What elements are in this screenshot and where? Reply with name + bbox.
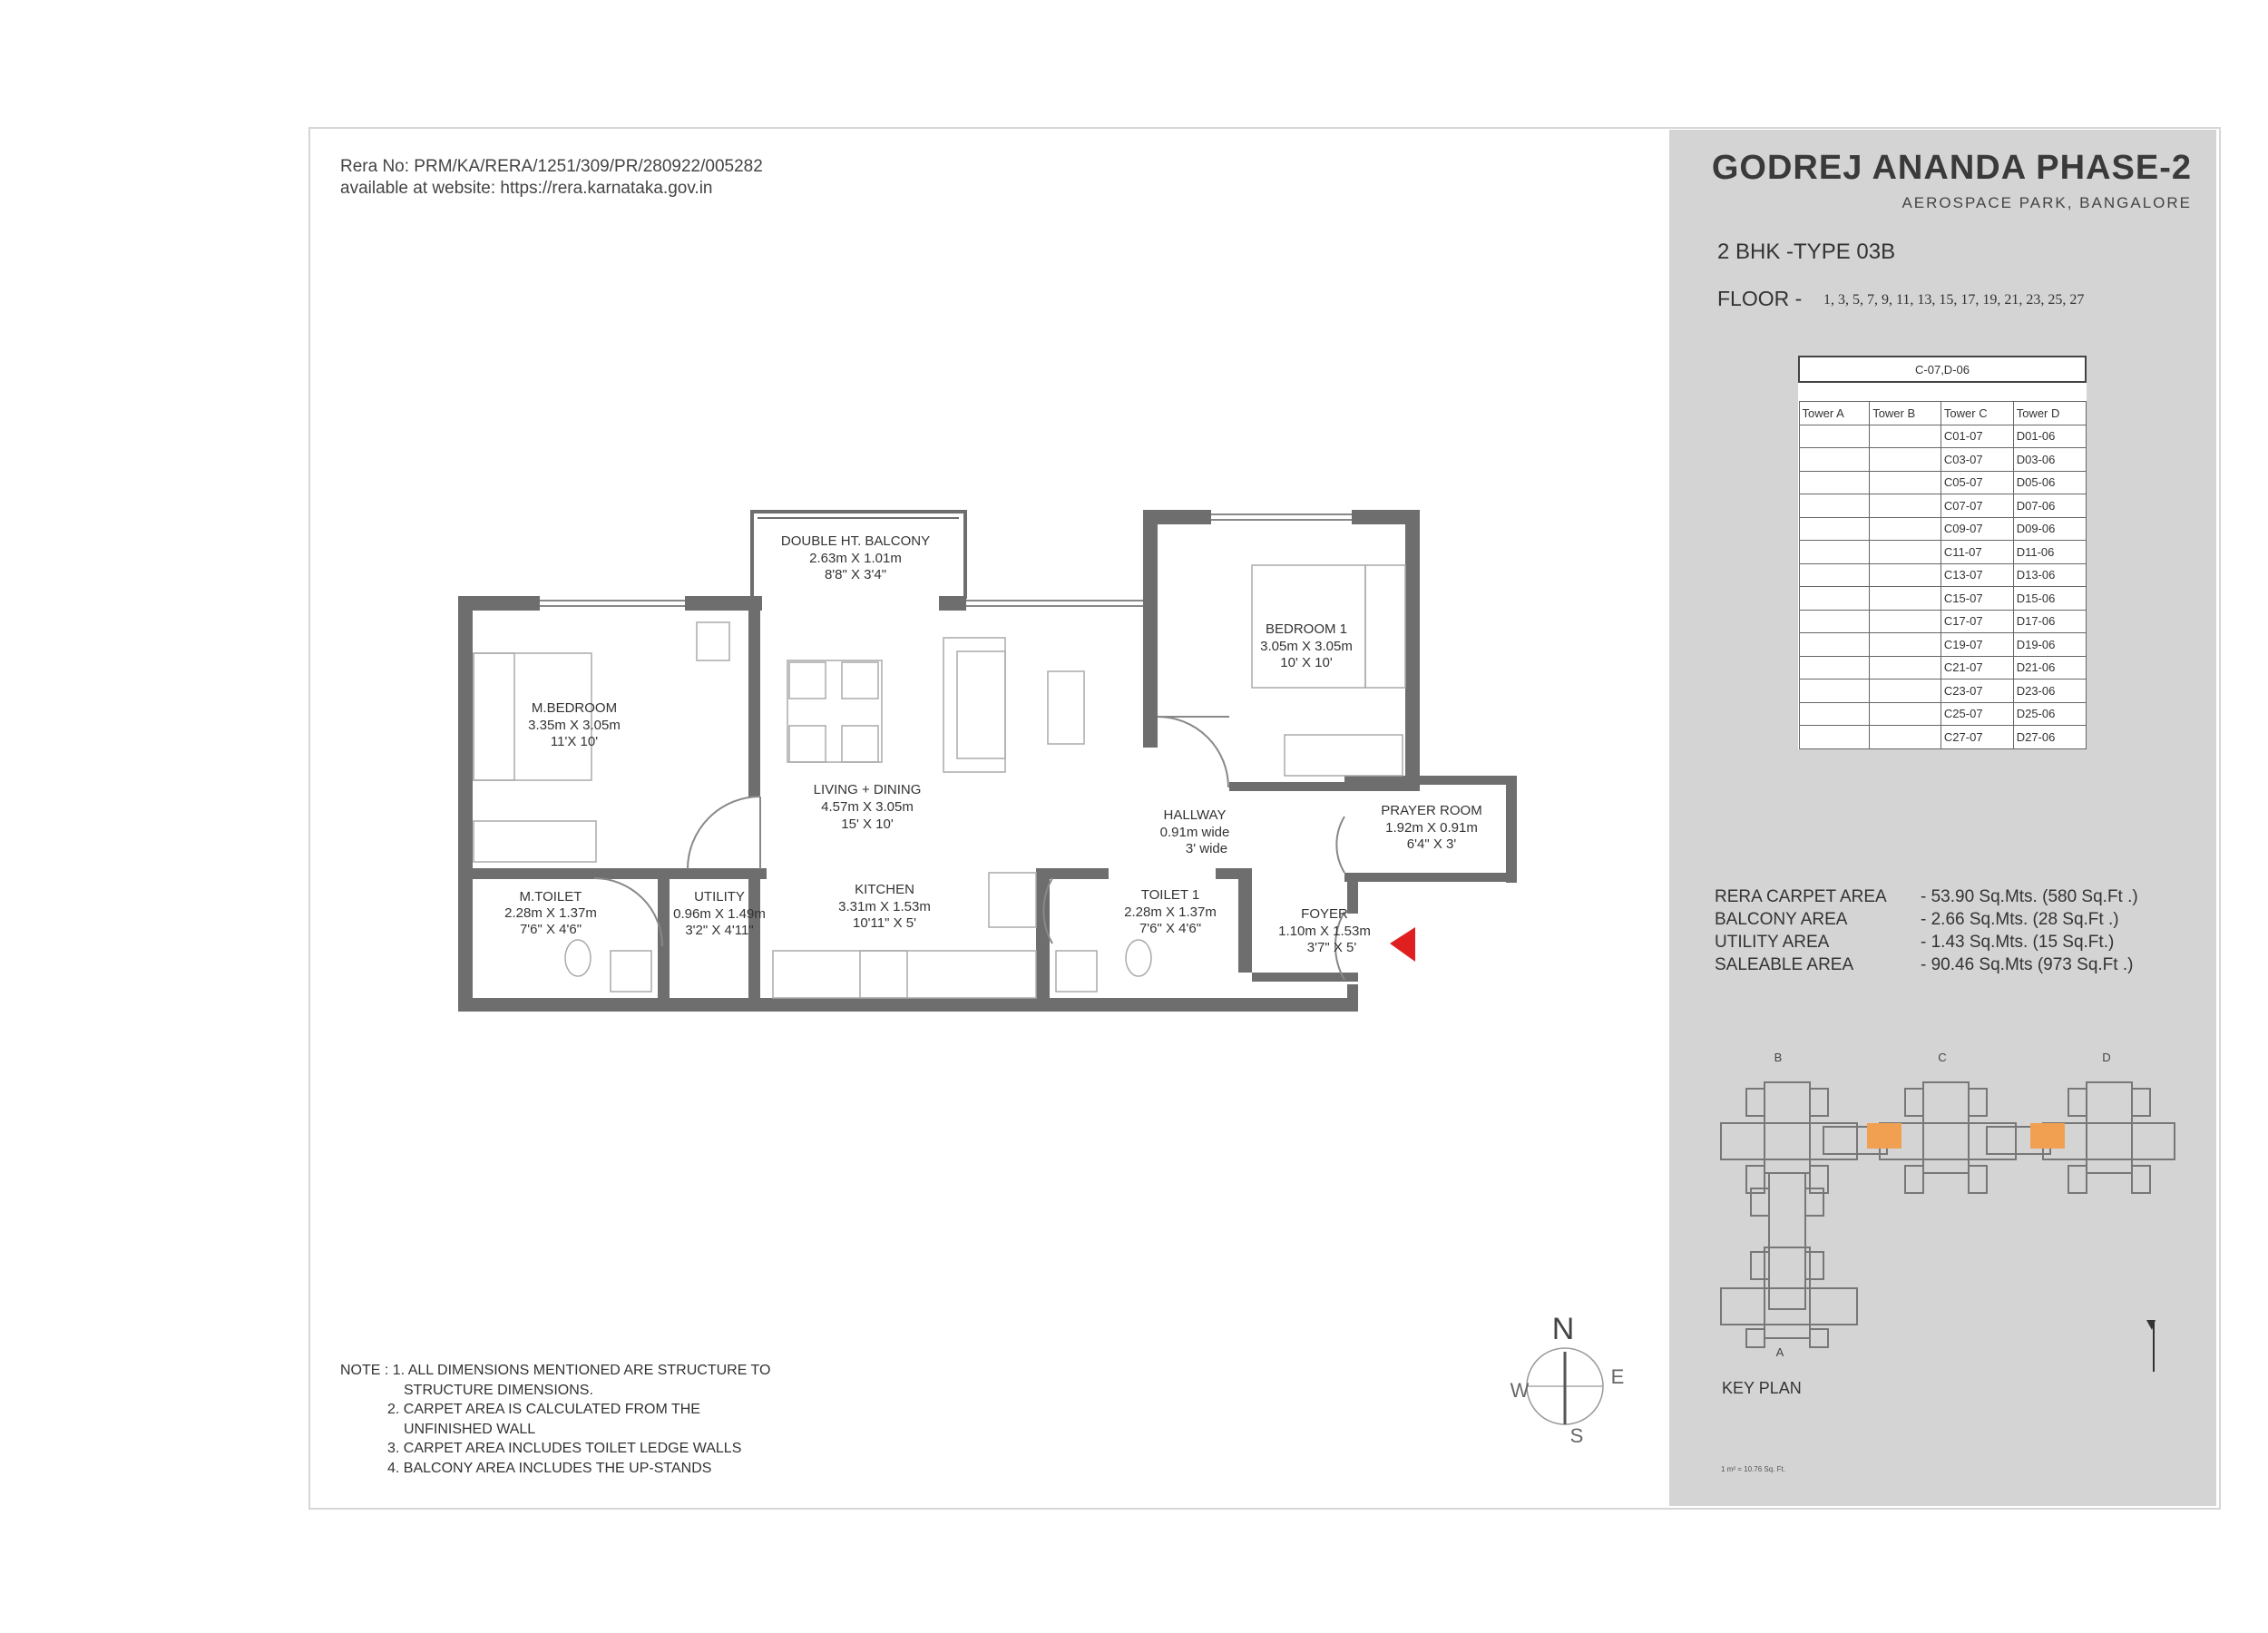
area-label: UTILITY AREA: [1715, 933, 1830, 952]
table-cell: D25-06: [2013, 702, 2086, 726]
table-cell: C03-07: [1941, 448, 2013, 472]
room-dim-imperial: 7'6" X 4'6": [519, 922, 582, 937]
table-cell: C15-07: [1941, 587, 2013, 611]
room-name-utility: UTILITY: [694, 889, 745, 905]
room-dim-metric: 0.96m X 1.49m: [673, 906, 766, 922]
room-dim-imperial: 15' X 10': [841, 816, 894, 832]
project-subtitle: AEROSPACE PARK, BANGALORE: [1901, 194, 2192, 211]
table-cell: D19-06: [2013, 633, 2086, 657]
compass-icon: [1510, 1312, 1625, 1447]
area-label: BALCONY AREA: [1715, 910, 1848, 929]
table-cell: D15-06: [2013, 587, 2086, 611]
table-cell: D13-06: [2013, 563, 2086, 587]
room-dim-imperial: 11'X 10': [550, 734, 599, 749]
table-cell: D23-06: [2013, 680, 2086, 703]
table-header: Tower A: [1799, 402, 1870, 425]
rera-website: available at website: https://rera.karnataka.gov.in: [340, 179, 713, 198]
room-dim-imperial: 3' wide: [1185, 841, 1228, 856]
room-dim-metric: 2.28m X 1.37m: [504, 905, 597, 921]
note-line: 4. BALCONY AREA INCLUDES THE UP-STANDS: [387, 1460, 712, 1476]
compass-e: E: [1610, 1365, 1625, 1388]
note-line: STRUCTURE DIMENSIONS.: [404, 1382, 593, 1398]
table-header: Tower D: [2013, 402, 2086, 425]
area-value: - 90.46 Sq.Mts (973 Sq.Ft .): [1921, 955, 2134, 974]
table-header: Tower C: [1941, 402, 2013, 425]
table-cell: D21-06: [2013, 656, 2086, 680]
room-name-toilet1: TOILET 1: [1140, 887, 1200, 903]
unit-type: 2 BHK -TYPE 03B: [1717, 240, 1896, 264]
area-conversion: 1 m² = 10.76 Sq. Ft.: [1721, 1465, 1785, 1473]
room-dim-metric: 3.31m X 1.53m: [838, 899, 931, 914]
table-cell: C19-07: [1941, 633, 2013, 657]
highlight-unit-d06: [2030, 1123, 2065, 1149]
table-cell: C23-07: [1941, 680, 2013, 703]
room-dim-imperial: 3'2" X 4'11": [685, 923, 754, 938]
tower-label: B: [1774, 1051, 1783, 1064]
room-name-balcony: DOUBLE HT. BALCONY: [780, 533, 931, 549]
table-cell: D11-06: [2013, 541, 2086, 564]
table-cell: D17-06: [2013, 610, 2086, 633]
highlight-unit-c07: [1867, 1123, 1901, 1149]
windows: [540, 514, 1352, 606]
room-dim-metric: 3.35m X 3.05m: [528, 718, 621, 733]
unit-table-caption: C-07,D-06: [1799, 357, 2086, 382]
table-cell: C17-07: [1941, 610, 2013, 633]
table-cell: D01-06: [2013, 425, 2086, 448]
project-title: GODREJ ANANDA PHASE-2: [1711, 149, 2192, 187]
room-name-mbedroom: M.BEDROOM: [531, 700, 618, 716]
room-name-prayer: PRAYER ROOM: [1381, 803, 1482, 818]
room-dim-metric: 0.91m wide: [1159, 825, 1230, 840]
table-cell: C09-07: [1941, 517, 2013, 541]
room-dim-metric: 1.10m X 1.53m: [1278, 924, 1371, 939]
entry-arrow-icon: [1390, 927, 1415, 962]
table-cell: C25-07: [1941, 702, 2013, 726]
room-dim-imperial: 6'4" X 3': [1406, 836, 1457, 852]
table-cell: C05-07: [1941, 471, 2013, 494]
tower-label: A: [1775, 1345, 1784, 1359]
area-label: SALEABLE AREA: [1715, 955, 1854, 974]
table-cell: C11-07: [1941, 541, 2013, 564]
table-cell: C07-07: [1941, 494, 2013, 518]
tower-label: D: [2102, 1051, 2111, 1064]
room-dim-imperial: 7'6" X 4'6": [1139, 921, 1202, 936]
key-plan-north-icon: [2146, 1320, 2156, 1372]
room-name-living: LIVING + DINING: [813, 782, 922, 797]
floor-list: 1, 3, 5, 7, 9, 11, 13, 15, 17, 19, 21, 23, 25, 27: [1823, 292, 2085, 308]
note-line: 2. CARPET AREA IS CALCULATED FROM THE: [387, 1402, 700, 1417]
table-cell: D09-06: [2013, 517, 2086, 541]
table-cell: C01-07: [1941, 425, 2013, 448]
room-dim-imperial: 10'11" X 5': [853, 915, 916, 931]
room-dim-metric: 4.57m X 3.05m: [821, 799, 914, 815]
rera-number: Rera No: PRM/KA/RERA/1251/309/PR/280922/005282: [340, 157, 763, 176]
table-cell: C27-07: [1941, 726, 2013, 749]
room-dim-imperial: 3'7" X 5': [1306, 940, 1357, 955]
room-dim-imperial: 10' X 10': [1280, 655, 1333, 670]
room-dim-metric: 3.05m X 3.05m: [1260, 639, 1353, 654]
note-line: NOTE : 1. ALL DIMENSIONS MENTIONED ARE STRUCTURE TO: [340, 1363, 771, 1378]
table-cell: D07-06: [2013, 494, 2086, 518]
table-cell: D05-06: [2013, 471, 2086, 494]
room-name-bedroom1: BEDROOM 1: [1265, 621, 1348, 637]
room-dim-metric: 2.63m X 1.01m: [809, 551, 902, 566]
area-value: - 1.43 Sq.Mts. (15 Sq.Ft.): [1921, 933, 2115, 952]
compass-n: N: [1551, 1312, 1575, 1346]
area-value: - 2.66 Sq.Mts. (28 Sq.Ft .): [1921, 910, 2119, 929]
floor-label: FLOOR -: [1717, 287, 1803, 310]
area-value: - 53.90 Sq.Mts. (580 Sq.Ft .): [1921, 887, 2138, 906]
room-dim-metric: 1.92m X 0.91m: [1385, 820, 1478, 836]
note-line: 3. CARPET AREA INCLUDES TOILET LEDGE WALLS: [387, 1441, 742, 1456]
room-name-kitchen: KITCHEN: [855, 882, 914, 897]
compass-s: S: [1569, 1424, 1584, 1447]
table-cell: C21-07: [1941, 656, 2013, 680]
note-line: UNFINISHED WALL: [404, 1421, 536, 1437]
room-name-foyer: FOYER: [1301, 906, 1348, 922]
table-cell: D03-06: [2013, 448, 2086, 472]
room-dim-imperial: 8'8" X 3'4": [824, 567, 887, 582]
key-plan: [1721, 1051, 2175, 1372]
table-header: Tower B: [1870, 402, 1941, 425]
room-dim-metric: 2.28m X 1.37m: [1124, 905, 1217, 920]
area-label: RERA CARPET AREA: [1715, 887, 1887, 906]
room-name-hallway: HALLWAY: [1163, 807, 1227, 823]
room-name-mtoilet: M.TOILET: [519, 889, 582, 905]
compass-w: W: [1510, 1379, 1530, 1402]
table-cell: D27-06: [2013, 726, 2086, 749]
tower-label: C: [1938, 1051, 1947, 1064]
key-plan-label: KEY PLAN: [1722, 1379, 1802, 1397]
table-cell: C13-07: [1941, 563, 2013, 587]
